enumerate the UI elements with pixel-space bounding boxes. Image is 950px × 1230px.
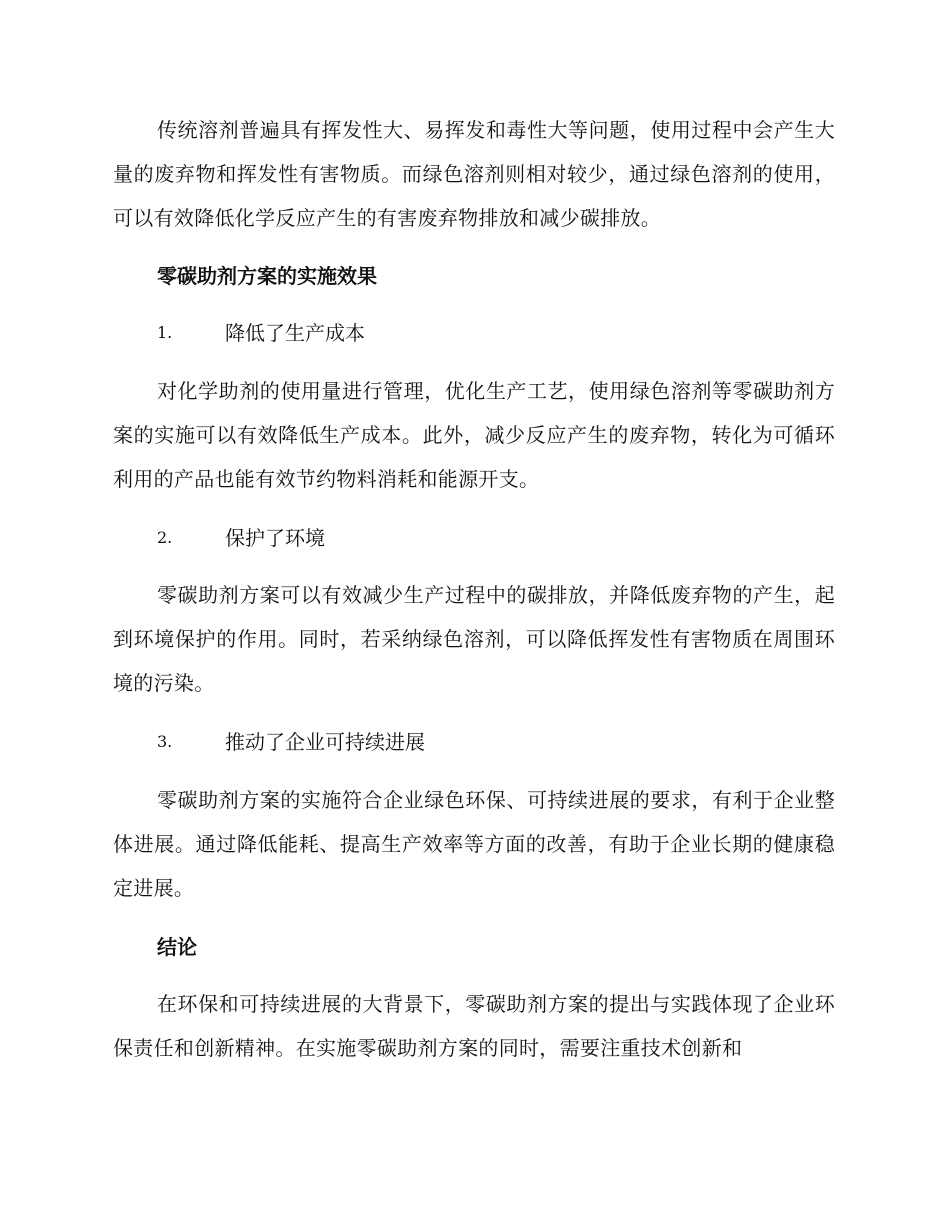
list-item-label: 保护了环境 xyxy=(225,526,325,550)
section-heading-conclusion: 结论 xyxy=(157,935,197,959)
paragraph-traditional-solvents: 传统溶剂普遍具有挥发性大、易挥发和毒性大等问题，使用过程中会产生大量的废弃物和挥发性有害物质。而绿色溶剂则相对较少，通过绿色溶剂的使用，可以有效降低化学反应产生的有害废弃物排放和减少碳排放。 xyxy=(113,118,835,230)
list-number: 3. xyxy=(157,732,173,751)
list-number: 1. xyxy=(157,323,173,342)
paragraph-environment: 零碳助剂方案可以有效减少生产过程中的碳排放，并降低废弃物的产生，起到环境保护的作用。同时，若采纳绿色溶剂，可以降低挥发性有害物质在周围环境的污染。 xyxy=(113,583,835,695)
list-number: 2. xyxy=(157,528,173,547)
paragraph-cost-reduction: 对化学助剂的使用量进行管理，优化生产工艺，使用绿色溶剂等零碳助剂方案的实施可以有效降低生产成本。此外，减少反应产生的废弃物，转化为可循环利用的产品也能有效节约物料消耗和能源开支。 xyxy=(113,379,835,491)
list-item-label: 推动了企业可持续进展 xyxy=(225,730,425,754)
list-item-label: 降低了生产成本 xyxy=(225,321,365,345)
paragraph-conclusion: 在环保和可持续进展的大背景下，零碳助剂方案的提出与实践体现了企业环保责任和创新精神。在实施零碳助剂方案的同时，需要注重技术创新和 xyxy=(113,992,835,1060)
paragraph-sustainability: 零碳助剂方案的实施符合企业绿色环保、可持续进展的要求，有利于企业整体进展。通过降低能耗、提高生产效率等方面的改善，有助于企业长期的健康稳定进展。 xyxy=(113,788,835,900)
section-heading-effects: 零碳助剂方案的实施效果 xyxy=(157,264,377,288)
